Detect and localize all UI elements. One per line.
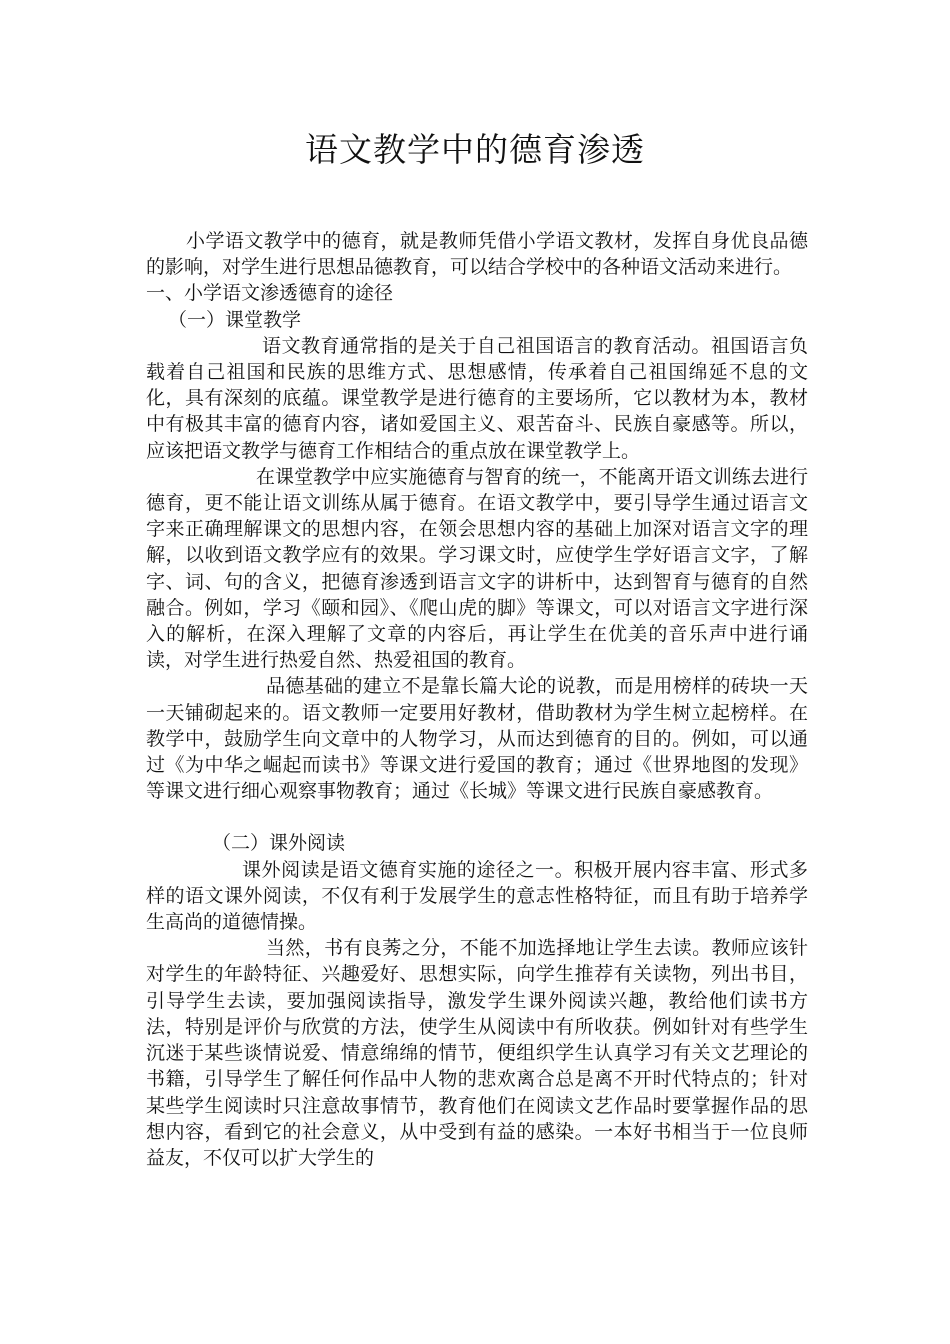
subsection-heading-reading: （二）课外阅读 [212,832,346,855]
intro-paragraph: 小学语文教学中的德育，就是教师凭借小学语文教材，发挥自身优良品德的影响，对学生进行思想品德教育，可以结合学校中的各种语文活动来进行。 [146,230,808,279]
classroom-paragraph-2: 在课堂教学中应实施德育与智育的统一，不能离开语文训练去进行德育，更不能让语文训练从属于德育。在语文教学中，要引导学生通过语言文字来正确理解课文的思想内容，在领会思想内容的基础上加深对语言文字的理解，以收到语文教学应有的效果。学习课文时，应使学生学好语言文字，了解字、词、句的含义，把德育渗透到语言文字的讲析中，达到智育与德育的自然融合。例如，学习《颐和园》、《爬山虎的脚》等课文，可以对语言文字进行深入的解析，在深入理解了文章的内容后，再让学生在优美的音乐声中进行诵读，对学生进行热爱自然、热爱祖国的教育。 [146,465,808,672]
reading-paragraph-2: 当然，书有良莠之分，不能不加选择地让学生去读。教师应该针对学生的年龄特征、兴趣爱好、思想实际，向学生推荐有关读物，列出书目，引导学生去读，要加强阅读指导，激发学生课外阅读兴趣，教给他们读书方法，特别是评价与欣赏的方法，使学生从阅读中有所收获。例如针对有些学生沉迷于某些谈情说爱、情意绵绵的情节，便组织学生认真学习有关文艺理论的书籍，引导学生了解任何作品中人物的悲欢离合总是离不开时代特点的；针对某些学生阅读时只注意故事情节，教育他们在阅读文艺作品时要掌握作品的思想内容，看到它的社会意义，从中受到有益的感染。一本好书相当于一位良师益友，不仅可以扩大学生的 [146,937,808,1169]
classroom-paragraph-3: 品德基础的建立不是靠长篇大论的说教，而是用榜样的砖块一天一天铺砌起来的。语文教师一定要用好教材，借助教材为学生树立起榜样。在教学中，鼓励学生向文章中的人物学习，从而达到德育的目的。例如，可以通过《为中华之崛起而读书》等课文进行爱国的教育；通过《世界地图的发现》等课文进行细心观察事物教育；通过《长城》等课文进行民族自豪感教育。 [146,675,808,803]
document-body [146,228,808,1171]
paragraph-gap [146,804,808,830]
classroom-paragraph-1: 语文教育通常指的是关于自己祖国语言的教育活动。祖国语言负载着自己祖国和民族的思维方式、思想感情，传承着自己祖国绵延不息的文化，具有深刻的底蕴。课堂教学是进行德育的主要场所，它以教材为本，教材中有极其丰富的德育内容，诸如爱国主义、艰苦奋斗、民族自豪感等。所以，应该把语文教学与德育工作相结合的重点放在课堂教学上。 [146,334,808,462]
section-heading-1: 一、小学语文渗透德育的途径 [146,282,394,305]
reading-paragraph-1: 课外阅读是语文德育实施的途径之一。积极开展内容丰富、形式多样的语文课外阅读，不仅有利于发展学生的意志性格特征，而且有助于培养学生高尚的道德情操。 [146,858,808,934]
subsection-heading-classroom: （一）课堂教学 [168,308,302,331]
document-title: 语文教学中的德育渗透 [305,130,645,169]
